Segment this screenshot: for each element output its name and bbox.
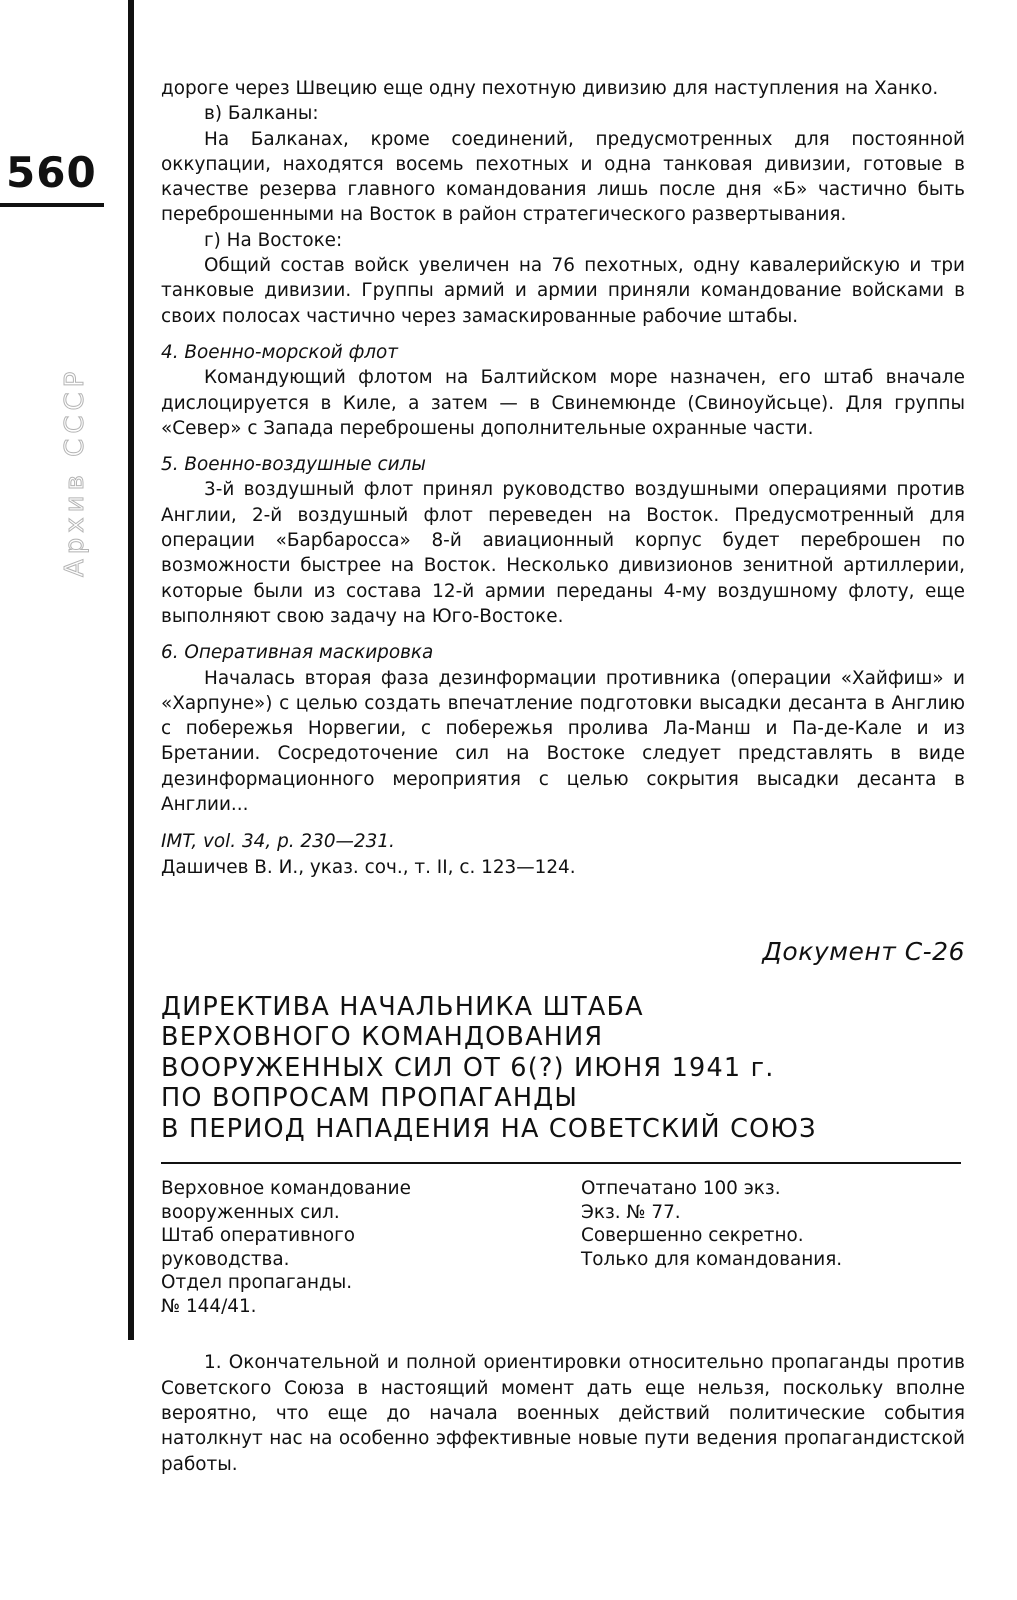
section-heading: 6. Оперативная маскировка [161,642,434,664]
section-heading: 5. Военно-воздушные силы [161,454,426,476]
document-title-line: В ПЕРИОД НАПАДЕНИЯ НА СОВЕТСКИЙ СОЮЗ [161,1113,817,1144]
header-left-column [161,1177,581,1318]
paragraph: 1. Окончательной и полной ориентировки относительно пропаганды против Советского Союза в настоящий момент дать еще нельзя, поскольку вполне вероятно, что еще до начала военных действий политические события натолкнут нас на особенно эффективные новые пути ведения пропагандистской работы. [161,1352,965,1475]
header-left-line: № 144/41. [161,1295,257,1317]
document-title-line: ДИРЕКТИВА НАЧАЛЬНИКА ШТАБА [161,991,644,1022]
document-title-line: ВЕРХОВНОГО КОМАНДОВАНИЯ [161,1022,604,1053]
header-right-line: Совершенно секретно. [581,1225,804,1247]
header-left-line: Штаб оперативного [161,1225,356,1247]
source-citation-imt: IMT, vol. 34, p. 230—231. [161,831,395,853]
paragraph: 3-й воздушный флот принял руководство воздушными операциями против Англии, 2-й воздушный флот переведен на Восток. Предусмотренный для операции «Барбаросса» 8-й авиационный корпус будет переброшен по возможности быстрее на Восток. Несколько дивизионов зенитной артиллерии, которые были из состава 12-й армии переданы 4-му воздушному флоту, еще выполняют свою задачу на Юго-Востоке. [161,479,965,627]
header-left-line: руководства. [161,1248,290,1270]
document-title-line: ПО ВОПРОСАМ ПРОПАГАНДЫ [161,1083,579,1114]
header-right-line: Только для командования. [581,1248,843,1270]
source-citation-dashichev: Дашичев В. И., указ. соч., т. II, с. 123—124. [161,856,576,878]
page-number: 560 [6,148,97,197]
paragraph: На Балканах, кроме соединений, предусмотренных для постоянной оккупации, находятся восемь пехотных и одна танковая дивизии, готовые в качестве резерва главного командования лишь после дня «Б» частично быть переброшенными на Восток в район стратегического развертывания. [161,128,965,226]
page-number-rule [0,203,104,207]
header-right-line: Экз. № 77. [581,1201,681,1223]
document-title-line: ВООРУЖЕННЫХ СИЛ ОТ 6(?) ИЮНЯ 1941 г. [161,1052,775,1083]
paragraph: Командующий флотом на Балтийском море назначен, его штаб вначале дислоцируется в Киле, а затем — в Свинемюнде (Свиноуйсьце). Для группы «Север» с Запада переброшены дополнительные охранные части. [161,367,965,439]
page-content [161,76,965,1477]
subsection-heading: в) Балканы: [204,103,319,125]
paragraph: Началась вторая фаза дезинформации противника (операции «Хайфиш» и «Харпуне») с целью создать впечатление подготовки высадки десанта в Англию с побережья Норвегии, с побережья пролива Ла-Манш и Па-де-Кале и из Бретании. Сосредоточение сил на Востоке следует представлять в виде дезинформационного мероприятия с целью сокрытия высадки десанта в Англии... [161,667,965,816]
header-right-column [581,1177,965,1318]
header-left-line: вооруженных сил. [161,1201,340,1223]
document-header-block [161,1177,965,1318]
document-number: Документ С-26 [762,936,965,966]
title-divider [161,1162,961,1164]
margin-vertical-rule [128,0,134,1340]
source-citation [161,829,965,854]
side-watermark-stamp: Архив СССР [60,366,90,578]
subsection-heading: г) На Востоке: [204,229,343,251]
header-right-line: Отпечатано 100 экз. [581,1178,781,1200]
paragraph: дороге через Швецию еще одну пехотную дивизию для наступления на Ханко. [161,78,939,99]
header-left-line: Верховное командование [161,1178,411,1200]
document-title [161,992,965,1145]
header-left-line: Отдел пропаганды. [161,1272,353,1294]
section-heading: 4. Военно-морской флот [161,341,399,363]
paragraph: Общий состав войск увеличен на 76 пехотных, одну кавалерийскую и три танковые дивизии. Группы армий и армии приняли командование войсками в своих полосах частично через замаскированные рабочие штабы. [161,255,965,327]
